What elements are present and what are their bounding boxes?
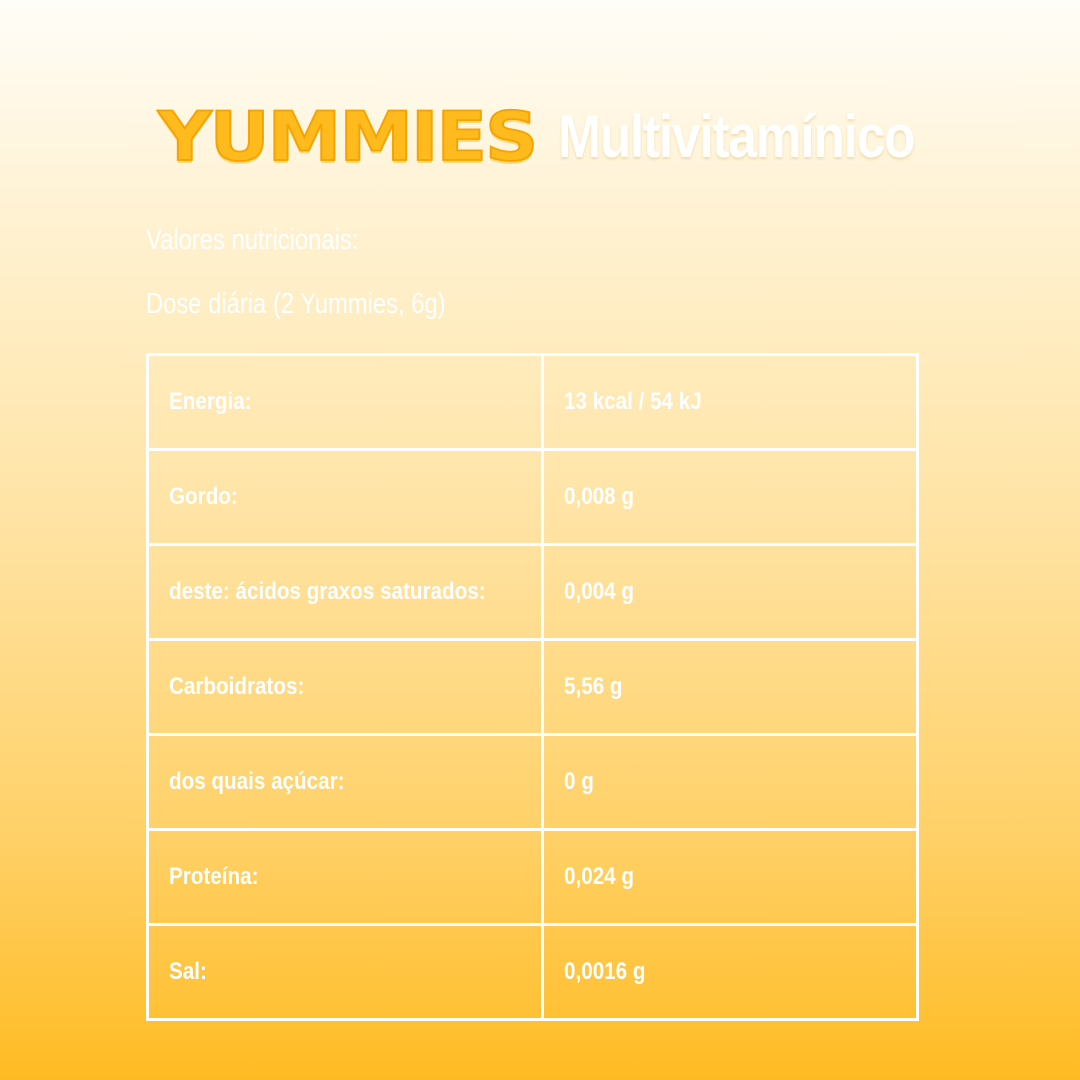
table-row — [148, 355, 918, 450]
nutrient-value: 0,0016 g — [542, 925, 917, 1020]
serving-size: Dose diária (2 Yummies, 6g) — [146, 288, 446, 320]
product-title: Multivitamínico — [558, 103, 915, 170]
table-row — [148, 545, 918, 640]
brand-logo: YUMMIES — [158, 97, 537, 177]
nutrient-label: Carboidratos: — [148, 640, 543, 735]
nutrient-label: Proteína: — [148, 830, 543, 925]
title-row — [158, 92, 973, 182]
nutrition-heading: Valores nutricionais: — [146, 224, 359, 256]
nutrient-value: 0,004 g — [542, 545, 917, 640]
nutrient-value: 0,008 g — [542, 450, 917, 545]
nutrient-label: Gordo: — [148, 450, 543, 545]
nutrient-value: 13 kcal / 54 kJ — [542, 355, 917, 450]
nutrition-table — [146, 353, 919, 1021]
table-row — [148, 735, 918, 830]
nutrient-label: Sal: — [148, 925, 543, 1020]
nutrient-value: 0,024 g — [542, 830, 917, 925]
nutrient-label: dos quais açúcar: — [148, 735, 543, 830]
table-row — [148, 925, 918, 1020]
nutrient-value: 0 g — [542, 735, 917, 830]
nutrient-label: Energia: — [148, 355, 543, 450]
table-row — [148, 640, 918, 735]
nutrient-value: 5,56 g — [542, 640, 917, 735]
table-row — [148, 830, 918, 925]
table-row — [148, 450, 918, 545]
nutrient-label: deste: ácidos graxos saturados: — [148, 545, 543, 640]
